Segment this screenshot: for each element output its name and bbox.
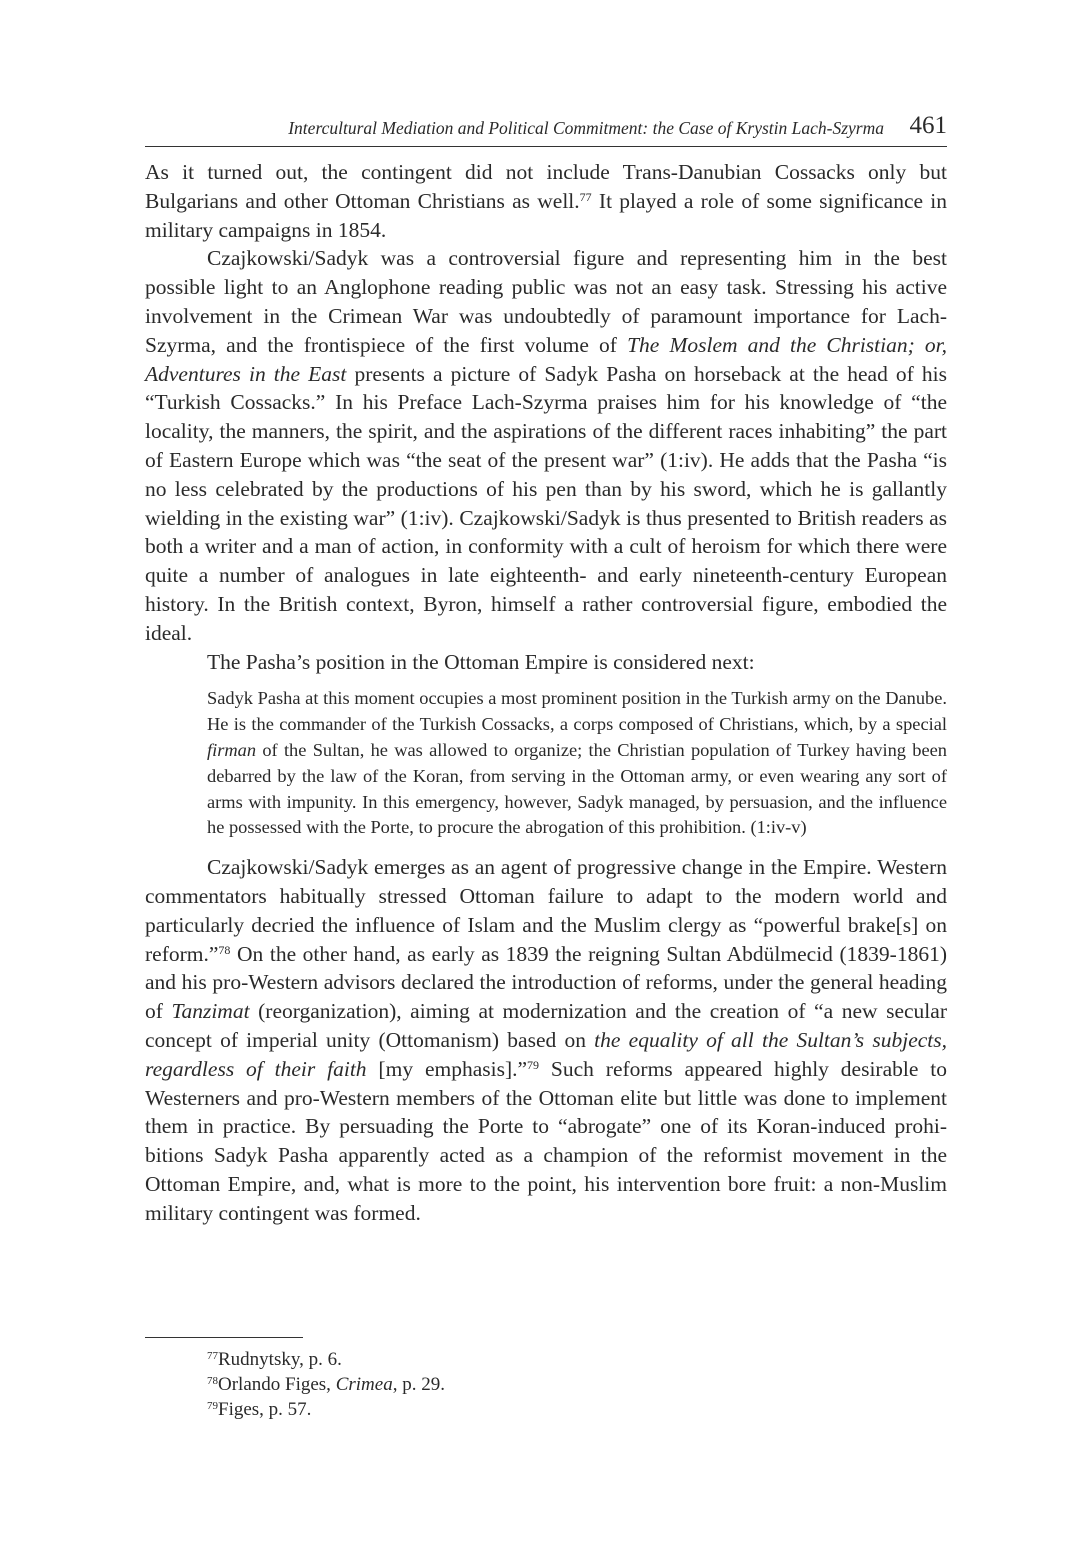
footnote-ref-77[interactable]: 77 <box>579 189 592 204</box>
footnote-ref-78[interactable]: 78 <box>218 942 231 957</box>
footnote-ref-79[interactable]: 79 <box>527 1057 540 1072</box>
paragraph-2: Czajkowski/Sadyk was a controversial figure and representing him in the best possible light to an Anglophone reading public was not an easy task. Stressing his active involvement in the Crimean War was undoubtedly of paramount importance for Lach-Szyrma, and the frontispiece of the first volume of The Moslem and the Christian; or, Adventures in the East presents a picture of Sadyk Pasha on horseback at the head of his “Turkish Cossacks.” In his Preface Lach-Szyrma praises him for his knowledge of “the locality, the manners, the spirit, and the aspirations of the different races inhabiting” the part of Eastern Europe which was “the seat of the present war” (1:iv). He adds that the Pasha “is no less celebrated by the productions of his pen than by his sword, which he is gallantly wielding in the existing war” (1:iv). Czajkowski/Sadyk is thus presented to British readers as both a writer and a man of action, in conformity with a cult of heroism for which there were quite a number of analogues in late eighteenth- and early nineteenth-century European history. In the British context, Byron, himself a rather controversial figure, embodied the ideal. <box>145 246 947 645</box>
paragraph-3: The Pasha’s position in the Ottoman Empire is considered next: <box>207 649 755 674</box>
page-number: 461 <box>909 112 947 139</box>
footnote-77: $^{77}$Rudnytsky, p. 6. <box>207 1349 342 1370</box>
running-header <box>145 112 947 147</box>
paragraph-1: As it turned out, the contingent did not include Trans-Danubian Cossacks only but Bulgarians and other Ottoman Christians as well.$^{77}$ It played a role of some significance in military campaigns in 1854. <box>145 160 948 242</box>
italic-term: Tanzimat <box>171 999 250 1024</box>
italic-term: firman <box>207 739 257 760</box>
running-title: Intercultural Mediation and Political Commitment: the Case of Krystin Lach-Szyrma <box>288 118 884 138</box>
footnote-78: $^{78}$Orlando Figes, Crimea, p. 29. <box>207 1374 445 1395</box>
footnotes <box>207 1347 445 1422</box>
body-text <box>145 158 947 1227</box>
paragraph-4: Czajkowski/Sadyk emerges as an agent of progressive change in the Empire. Western commentators habitually stressed Ottoman failure to adapt to the modern world and particularly decried the influence of Islam and the Muslim clergy as “powerful brake[s] on reform.”$^{78}$ On the other hand, as early as 1839 the reigning Sultan Abdülmecid (1839-1861) and his pro-Western advisors declared the introduction of reforms, under the general heading of Tanzimat (reorganization), aiming at modernization and the creation of “a new secular concept of imperial unity (Ottomanism) based on the equality of all the Sultan’s subjects, regardless of their faith [my emphasis].”$^{79}$ Such reforms appeared highly desirable to Westerners and pro-Western members of the Ottoman elite but little was done to implement them in practice. By persuading the Porte to “abrogate” one of its Koran-induced prohibitions Sadyk Pasha apparently acted as a champion of the reformist movement in the Ottoman Empire, and, what is more to the point, his intervention bore fruit: a non-Muslim military contingent was formed. <box>145 855 948 1225</box>
emphasis: the equality of all the Sultan’s subjects, regardless of their faith <box>145 1027 947 1081</box>
block-quote: Sadyk Pasha at this moment occupies a most prominent position in the Turkish army on the Danube. He is the commander of the Turkish Cossacks, a corps composed of Christians, which, by a special firman of the Sultan, he was allowed to organize; the Christian population of Turkey having been debarred by the law of the Koran, from serving in the Ottoman army, or even wearing any sort of arms with impunity. In this emergency, however, Sadyk managed, by persuasion, and the influence he possessed with the Porte, to procure the abrogation of this prohibition. (1:iv-v) <box>207 688 947 838</box>
footnote-separator <box>145 1337 303 1338</box>
book-title: The Moslem and the Christian; or, Adventures in the East <box>145 332 947 386</box>
footnote-79: $^{79}$Figes, p. 57. <box>207 1399 312 1420</box>
